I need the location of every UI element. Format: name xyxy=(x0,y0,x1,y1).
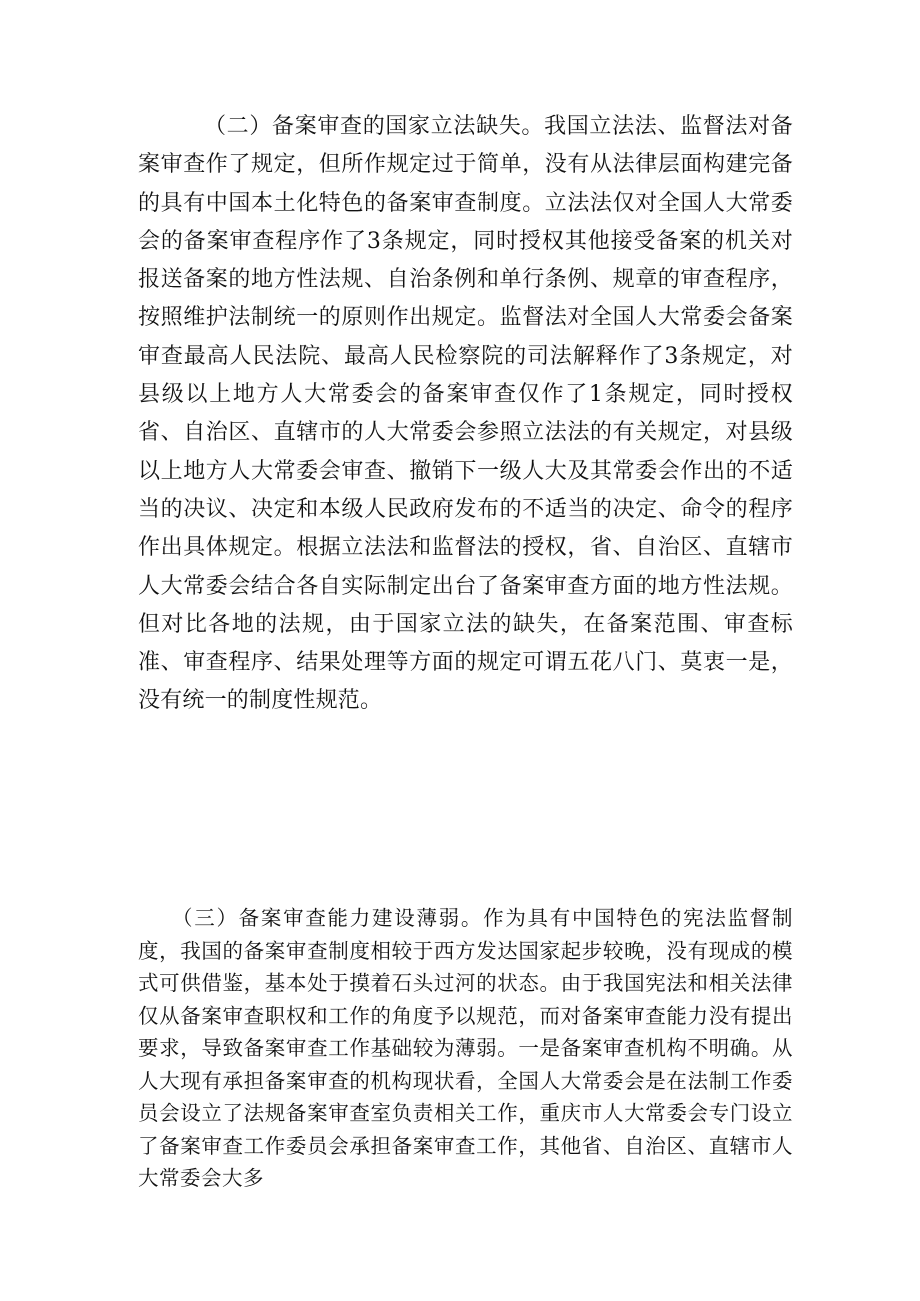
paragraph-section-3: （三）备案审查能力建设薄弱。作为具有中国特色的宪法监督制度，我国的备案审查制度相较于西方发达国家起步较晚，没有现成的模式可供借鉴，基本处于摸着石头过河的状态。由于我国宪法和相关法律仅从备案审查职权和工作的角度予以规范，而对备案审查能力没有提出要求，导致备案审查工作基础较为薄弱。一是备案审查机构不明确。从人大现有承担备案审查的机构现状看，全国人大常委会是在法制工作委员会设立了法规备案审查室负责相关工作，重庆市人大常委会专门设立了备案审查工作委员会承担备案审查工作，其他省、自治区、直辖市人大常委会大多 xyxy=(138,906,793,1190)
paragraph-section-2: （二）备案审查的国家立法缺失。我国立法法、监督法对备案审查作了规定，但所作规定过于简单，没有从法律层面构建完备的具有中国本土化特色的备案审查制度。立法法仅对全国人大常委会的备案审查程序作了3条规定，同时授权其他接受备案的机关对报送备案的地方性法规、自治条例和单行条例、规章的审查程序，按照维护法制统一的原则作出规定。监督法对全国人大常委会备案审查最高人民法院、最高人民检察院的司法解释作了3条规定，对县级以上地方人大常委会的备案审查仅作了1条规定，同时授权省、自治区、直辖市的人大常委会参照立法法的有关规定，对县级以上地方人大常委会审查、撤销下一级人大及其常委会作出的不适当的决议、决定和本级人民政府发布的不适当的决定、命令的程序作出具体规定。根据立法法和监督法的授权，省、自治区、直辖市人大常委会结合各自实际制定出台了备案审查方面的地方性法规。但对比各地的法规，由于国家立法的缺失，在备案范围、审查标准、审查程序、结果处理等方面的规定可谓五花八门、莫衷一是，没有统一的制度性规范。 xyxy=(138,114,793,714)
